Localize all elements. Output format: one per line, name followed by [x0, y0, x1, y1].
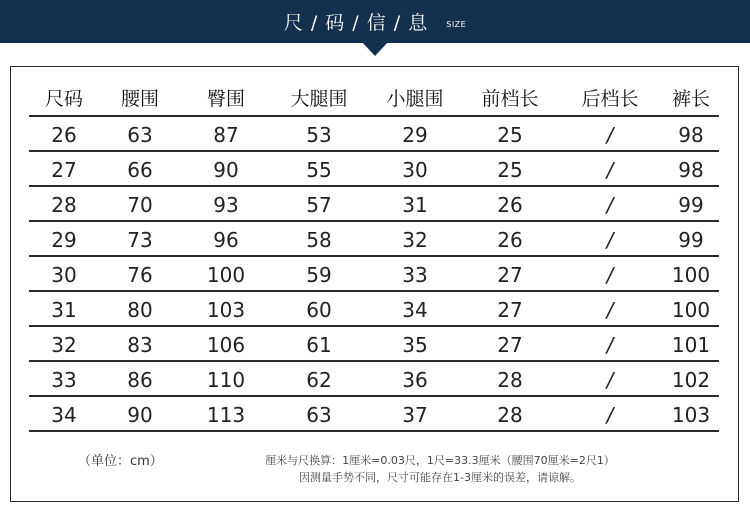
header-size: 尺码	[29, 79, 99, 116]
cell-hip: 110	[181, 361, 271, 396]
cell-size: 28	[29, 186, 99, 221]
cell-hip: 87	[181, 116, 271, 151]
header-hip: 臀围	[181, 79, 271, 116]
cell-size: 29	[29, 221, 99, 256]
cell-length: 100	[663, 256, 719, 291]
cell-back-rise: /	[557, 361, 663, 396]
table-row	[29, 256, 719, 291]
cell-thigh: 62	[271, 361, 367, 396]
cell-thigh: 55	[271, 151, 367, 186]
cell-waist: 86	[99, 361, 181, 396]
cell-calf: 36	[367, 361, 463, 396]
cell-hip: 100	[181, 256, 271, 291]
page-subtitle: SIZE	[446, 19, 467, 29]
cell-thigh: 60	[271, 291, 367, 326]
cell-length: 99	[663, 221, 719, 256]
cell-length: 100	[663, 291, 719, 326]
cell-hip: 106	[181, 326, 271, 361]
cell-size: 32	[29, 326, 99, 361]
cell-length: 99	[663, 186, 719, 221]
cell-waist: 70	[99, 186, 181, 221]
cell-waist: 83	[99, 326, 181, 361]
header-length: 裤长	[663, 79, 719, 116]
table-row	[29, 151, 719, 186]
cell-calf: 29	[367, 116, 463, 151]
cell-calf: 35	[367, 326, 463, 361]
cell-front-rise: 27	[463, 291, 557, 326]
cell-waist: 90	[99, 396, 181, 431]
table-row	[29, 396, 719, 431]
cell-length: 102	[663, 361, 719, 396]
table-row	[29, 326, 719, 361]
table-row	[29, 116, 719, 151]
cell-thigh: 61	[271, 326, 367, 361]
cell-thigh: 59	[271, 256, 367, 291]
cell-front-rise: 27	[463, 326, 557, 361]
cell-calf: 30	[367, 151, 463, 186]
cell-size: 31	[29, 291, 99, 326]
table-row	[29, 291, 719, 326]
banner-title-group	[0, 0, 750, 43]
cell-waist: 66	[99, 151, 181, 186]
cell-hip: 103	[181, 291, 271, 326]
header-back-rise: 后档长	[557, 79, 663, 116]
header-waist: 腰围	[99, 79, 181, 116]
cell-back-rise: /	[557, 326, 663, 361]
table-header-row	[29, 79, 719, 116]
cell-hip: 113	[181, 396, 271, 431]
cell-front-rise: 28	[463, 361, 557, 396]
cell-size: 26	[29, 116, 99, 151]
cell-front-rise: 26	[463, 221, 557, 256]
cell-front-rise: 25	[463, 116, 557, 151]
cell-waist: 63	[99, 116, 181, 151]
cell-size: 30	[29, 256, 99, 291]
cell-calf: 32	[367, 221, 463, 256]
unit-label: （单位：cm）	[78, 454, 163, 469]
table-row	[29, 361, 719, 396]
cell-waist: 76	[99, 256, 181, 291]
cell-front-rise: 26	[463, 186, 557, 221]
cell-length: 103	[663, 396, 719, 431]
table-row	[29, 186, 719, 221]
cell-back-rise: /	[557, 291, 663, 326]
conversion-notes	[220, 452, 660, 486]
cell-back-rise: /	[557, 396, 663, 431]
cell-thigh: 57	[271, 186, 367, 221]
cell-back-rise: /	[557, 151, 663, 186]
cell-calf: 31	[367, 186, 463, 221]
cell-back-rise: /	[557, 186, 663, 221]
banner-notch	[362, 42, 388, 56]
cell-waist: 80	[99, 291, 181, 326]
cell-length: 101	[663, 326, 719, 361]
cell-thigh: 58	[271, 221, 367, 256]
cell-front-rise: 25	[463, 151, 557, 186]
cell-length: 98	[663, 151, 719, 186]
cell-thigh: 53	[271, 116, 367, 151]
cell-thigh: 63	[271, 396, 367, 431]
cell-size: 33	[29, 361, 99, 396]
conversion-note: 厘米与尺换算：1厘米=0.03尺，1尺=33.3厘米（腰围70厘米=2尺1）	[265, 454, 615, 467]
cell-front-rise: 28	[463, 396, 557, 431]
cell-hip: 96	[181, 221, 271, 256]
cell-back-rise: /	[557, 221, 663, 256]
page-title: 尺 / 码 / 信 / 息	[283, 12, 429, 34]
cell-size: 27	[29, 151, 99, 186]
cell-hip: 93	[181, 186, 271, 221]
measurement-error-note: 因测量手势不同，尺寸可能存在1-3厘米的误差，请谅解。	[299, 471, 581, 484]
cell-calf: 33	[367, 256, 463, 291]
cell-size: 34	[29, 396, 99, 431]
header-front-rise: 前档长	[463, 79, 557, 116]
table-row	[29, 221, 719, 256]
header-thigh: 大腿围	[271, 79, 367, 116]
cell-back-rise: /	[557, 256, 663, 291]
cell-calf: 34	[367, 291, 463, 326]
cell-calf: 37	[367, 396, 463, 431]
cell-waist: 73	[99, 221, 181, 256]
cell-length: 98	[663, 116, 719, 151]
header-calf: 小腿围	[367, 79, 463, 116]
size-table	[29, 79, 719, 432]
cell-back-rise: /	[557, 116, 663, 151]
cell-hip: 90	[181, 151, 271, 186]
cell-front-rise: 27	[463, 256, 557, 291]
